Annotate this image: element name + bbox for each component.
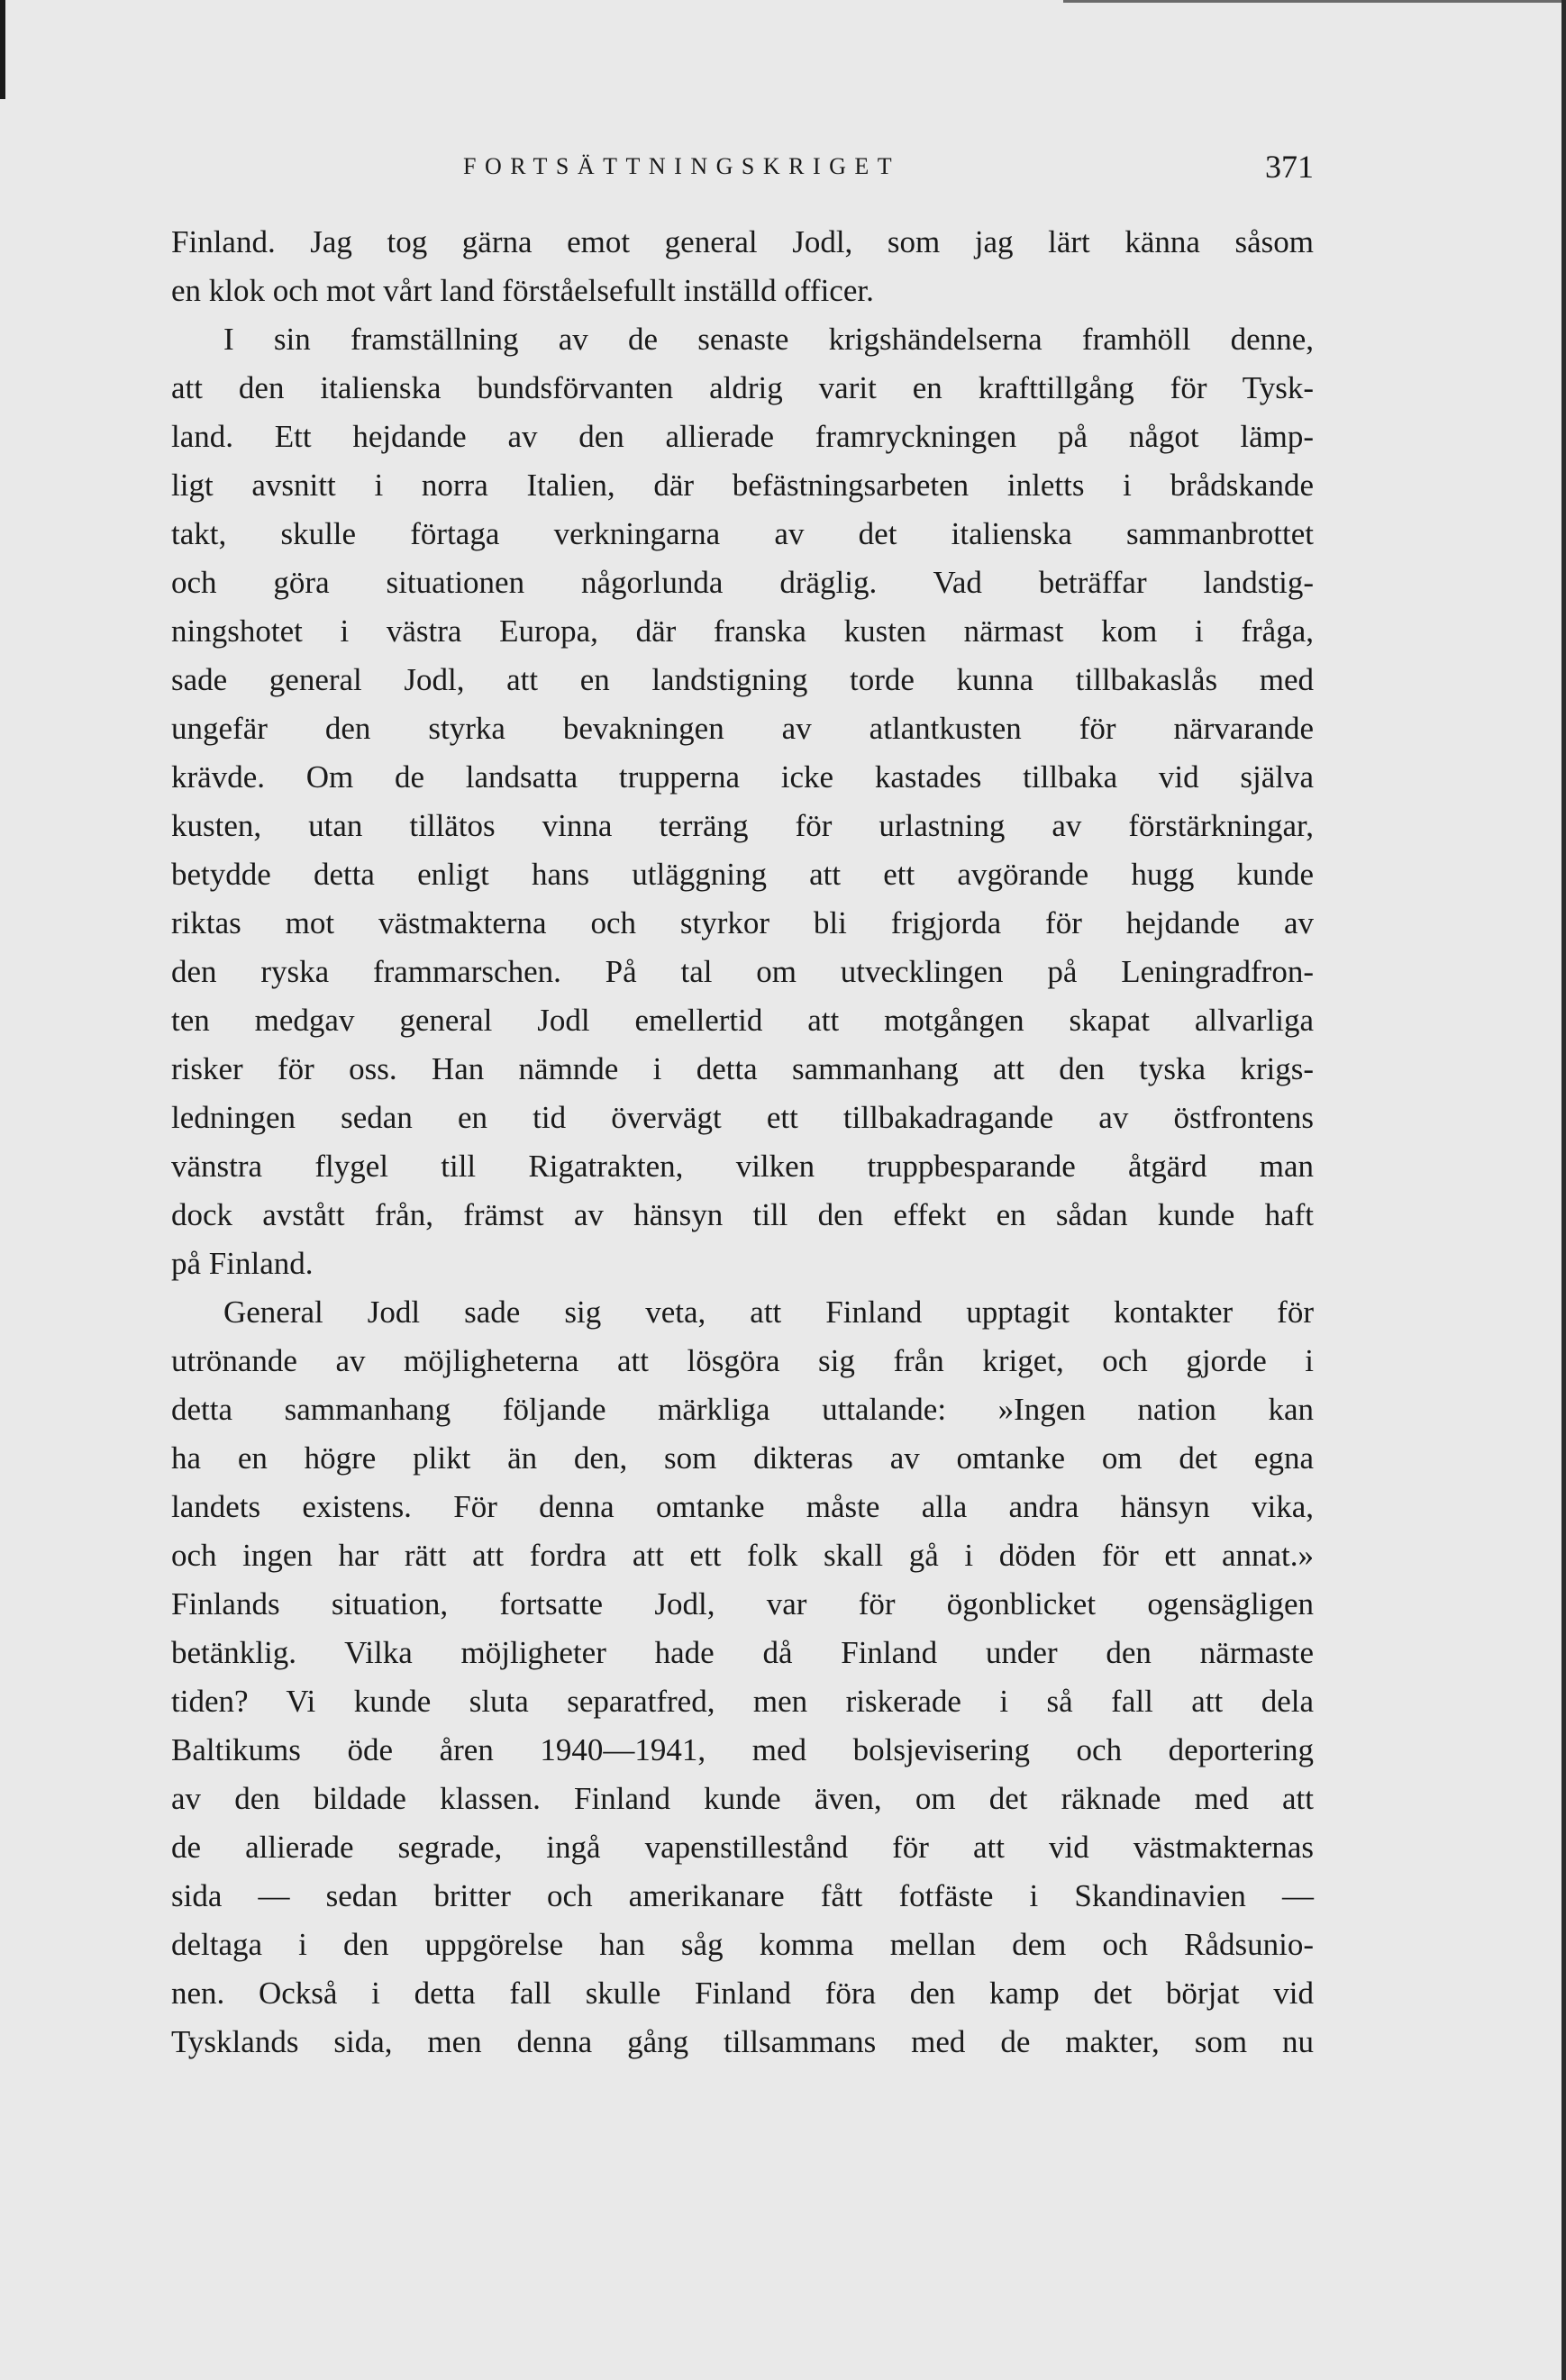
text-line: General Jodl sade sig veta, att Finland upptagit kontakter för xyxy=(223,1294,1314,1330)
text-line: betänklig. Vilka möjligheter hade då Finland under den närmaste xyxy=(171,1635,1314,1670)
text-line: sade general Jodl, att en landstigning torde kunna tillbakaslås med xyxy=(171,662,1314,697)
text-line: betydde detta enligt hans utläggning att ett avgörande hugg kunde xyxy=(171,857,1314,892)
text-line: I sin framställning av de senaste krigshändelserna framhöll denne, xyxy=(223,322,1314,357)
text-line: ningshotet i västra Europa, där franska kusten närmast kom i fråga, xyxy=(171,613,1314,649)
text-line: dock avstått från, främst av hänsyn till den effekt en sådan kunde haft xyxy=(171,1197,1314,1232)
text-line: ha en högre plikt än den, som dikteras av omtanke om det egna xyxy=(171,1440,1314,1476)
running-head: FORTSÄTTNINGSKRIGET xyxy=(463,153,901,179)
text-line: Finlands situation, fortsatte Jodl, var för ögonblicket ogensägligen xyxy=(171,1586,1314,1621)
text-line: att den italienska bundsförvanten aldrig varit en krafttillgång för Tysk- xyxy=(171,370,1314,405)
text-line: Finland. Jag tog gärna emot general Jodl, som jag lärt känna såsom xyxy=(171,224,1314,259)
text-line: de allierade segrade, ingå vapenstillestånd för att vid västmakternas xyxy=(171,1830,1314,1865)
text-line: Tysklands sida, men denna gång tillsammans med de makter, som nu xyxy=(171,2024,1314,2059)
text-line: takt, skulle förtaga verkningarna av det italienska sammanbrottet xyxy=(171,516,1314,551)
page-number: 371 xyxy=(1265,149,1314,185)
text-line: krävde. Om de landsatta trupperna icke kastades tillbaka vid själva xyxy=(171,759,1314,795)
text-line: deltaga i den uppgörelse han såg komma mellan dem och Rådsunio- xyxy=(171,1927,1314,1962)
text-line: på Finland. xyxy=(171,1246,314,1281)
text-line: vänstra flygel till Rigatrakten, vilken truppbesparande åtgärd man xyxy=(171,1149,1314,1184)
text-line: utrönande av möjligheterna att lösgöra sig från kriget, och gjorde i xyxy=(171,1343,1314,1378)
text-line: nen. Också i detta fall skulle Finland föra den kamp det börjat vid xyxy=(171,1976,1314,2011)
text-line: en klok och mot vårt land förståelsefullt inställd officer. xyxy=(171,273,874,308)
text-line: och göra situationen någorlunda dräglig. Vad beträffar landstig- xyxy=(171,565,1314,600)
scan-edge-left xyxy=(0,0,5,99)
text-line: ungefär den styrka bevakningen av atlantkusten för närvarande xyxy=(171,711,1314,746)
body-text xyxy=(171,218,1314,2067)
text-line: tiden? Vi kunde sluta separatfred, men riskerade i så fall att dela xyxy=(171,1684,1314,1719)
text-line: och ingen har rätt att fordra att ett folk skall gå i döden för ett annat.» xyxy=(171,1538,1314,1573)
text-line: den ryska frammarschen. På tal om utvecklingen på Leningradfron- xyxy=(171,954,1314,989)
text-line: land. Ett hejdande av den allierade framryckningen på något lämp- xyxy=(171,419,1314,454)
text-line: riktas mot västmakterna och styrkor bli frigjorda för hejdande av xyxy=(171,905,1314,940)
text-line: av den bildade klassen. Finland kunde även, om det räknade med att xyxy=(171,1781,1314,1816)
page-header xyxy=(171,144,1314,189)
text-line: ten medgav general Jodl emellertid att motgången skapat allvarliga xyxy=(171,1003,1314,1038)
text-line: Baltikums öde åren 1940—1941, med bolsjevisering och deportering xyxy=(171,1732,1314,1767)
scan-edge-right xyxy=(1561,0,1566,2380)
text-line: kusten, utan tillätos vinna terräng för urlastning av förstärkningar, xyxy=(171,808,1314,843)
text-line: ligt avsnitt i norra Italien, där befästningsarbeten inletts i brådskande xyxy=(171,468,1314,503)
text-line: risker för oss. Han nämnde i detta sammanhang att den tyska krigs- xyxy=(171,1051,1314,1086)
text-line: detta sammanhang följande märkliga uttalande: »Ingen nation kan xyxy=(171,1392,1314,1427)
text-line: sida — sedan britter och amerikanare fått fotfäste i Skandinavien — xyxy=(171,1878,1314,1913)
scan-edge-top xyxy=(1063,0,1566,3)
text-line: landets existens. För denna omtanke måste alla andra hänsyn vika, xyxy=(171,1489,1314,1524)
text-line: ledningen sedan en tid övervägt ett tillbakadragande av östfrontens xyxy=(171,1100,1314,1135)
